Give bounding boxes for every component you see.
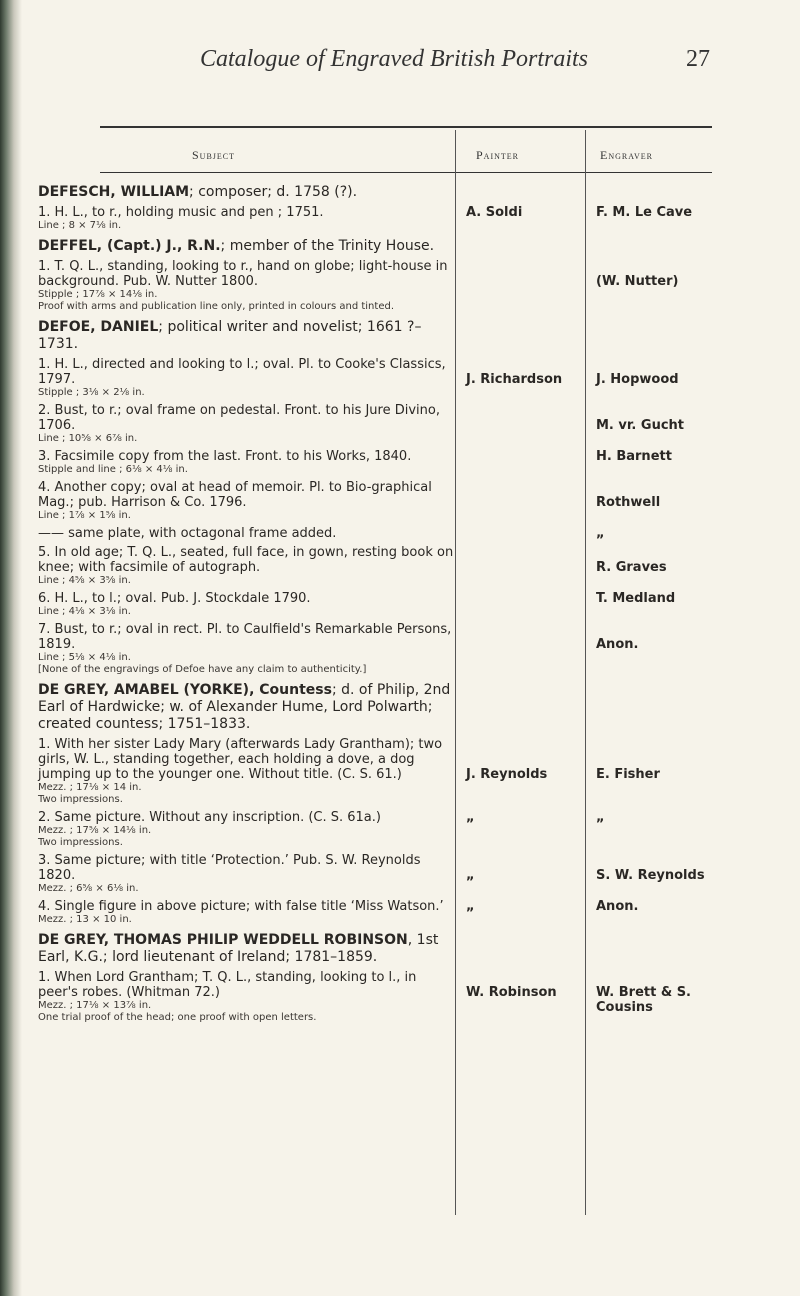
engraver-name: „ (596, 526, 605, 541)
portrait-item (38, 205, 456, 232)
medium-and-size: Line ; 1⅞ × 1⅝ in. (38, 510, 131, 521)
entry-heading (38, 682, 456, 733)
sitter-description: ; political writer and novelist; 1661 ?–1731. (38, 319, 422, 352)
engraver-name: Rothwell (596, 495, 661, 510)
medium-and-size: Stipple ; 3⅛ × 2⅛ in. (38, 387, 145, 398)
portrait-description: 2. Same picture. Without any inscription. (C. S. 61a.) (38, 810, 381, 825)
sitter-name: DEFESCH, WILLIAM (38, 184, 190, 200)
entry-heading (38, 184, 456, 201)
portrait-description: 1. H. L., to r., holding music and pen ; 1751. (38, 205, 324, 220)
medium-and-size: Stipple ; 17⅞ × 14⅛ in. (38, 289, 158, 300)
medium-and-size: Line ; 8 × 7⅛ in. (38, 220, 122, 231)
engraver-name: (W. Nutter) (596, 274, 679, 289)
entry-heading (38, 932, 456, 966)
catalogue-entries (38, 184, 456, 1030)
sitter-description: ; composer; d. 1758 (?). (189, 184, 358, 200)
entry-heading (38, 319, 456, 353)
page-number: 27 (686, 46, 710, 72)
column-header-subject: Subject (192, 148, 236, 162)
sitter-name: DEFFEL, (Capt.) J., R.N. (38, 238, 221, 254)
sitter-description: ; d. of Philip, 2nd Earl of Hardwicke; w. of Alexander Hume, Lord Polwarth; created countess; 1751–1833. (38, 682, 451, 732)
sitter-description: , 1st Earl, K.G.; lord lieutenant of Ireland; 1781–1859. (38, 932, 439, 965)
portrait-item (38, 899, 456, 926)
medium-and-size: Mezz. ; 17⅝ × 14⅛ in. (38, 825, 152, 836)
running-header (100, 38, 710, 78)
sitter-name: DE GREY, THOMAS PHILIP WEDDELL ROBINSON (38, 932, 408, 948)
sitter-name: DEFOE, DANIEL (38, 319, 159, 335)
portrait-item (38, 259, 456, 313)
painter-name: A. Soldi (466, 205, 523, 220)
medium-and-size: Line ; 4⅛ × 3⅛ in. (38, 606, 131, 617)
column-header-painter: Painter (476, 148, 520, 162)
portrait-description: 3. Facsimile copy from the last. Front. to his Works, 1840. (38, 449, 412, 464)
impression-note: [None of the engravings of Defoe have any claim to authenticity.] (38, 664, 367, 675)
portrait-item (38, 449, 456, 476)
engraver-name: E. Fisher (596, 767, 660, 782)
portrait-description: 2. Bust, to r.; oval frame on pedestal. Front. to his Jure Divino, 1706. (38, 403, 440, 433)
medium-and-size: Line ; 10⅝ × 6⅞ in. (38, 433, 138, 444)
column-header-engraver: Engraver (600, 148, 653, 162)
portrait-description: 4. Another copy; oval at head of memoir. Pl. to Bio-graphical Mag.; pub. Harrison & Co. 1796. (38, 480, 432, 510)
portrait-description: 6. H. L., to l.; oval. Pub. J. Stockdale 1790. (38, 591, 311, 606)
impression-note: Two impressions. (38, 837, 123, 848)
catalogue-entry (38, 932, 456, 1024)
medium-and-size: Mezz. ; 17⅛ × 13⅞ in. (38, 1000, 152, 1011)
running-title: Catalogue of Engraved British Portraits (200, 46, 588, 72)
impression-note: Two impressions. (38, 794, 123, 805)
engraver-name: H. Barnett (596, 449, 672, 464)
column-divider-2 (585, 130, 586, 1215)
painter-name: „ (466, 868, 475, 883)
portrait-description: 1. T. Q. L., standing, looking to r., hand on globe; light-house in background. Pub. W. Nutter 1800. (38, 259, 448, 289)
medium-and-size: Mezz. ; 13 × 10 in. (38, 914, 132, 925)
portrait-item (38, 622, 456, 676)
portrait-item (38, 545, 456, 587)
medium-and-size: Stipple and line ; 6⅛ × 4⅛ in. (38, 464, 188, 475)
portrait-item (38, 591, 456, 618)
book-spine-shadow (0, 0, 22, 1296)
portrait-item (38, 403, 456, 445)
portrait-item (38, 970, 456, 1024)
portrait-item (38, 357, 456, 399)
portrait-description: —— same plate, with octagonal frame added. (38, 526, 337, 541)
engraver-name: S. W. Reynolds (596, 868, 705, 883)
engraver-name: Anon. (596, 637, 639, 652)
portrait-description: 7. Bust, to r.; oval in rect. Pl. to Caulfield's Remarkable Persons, 1819. (38, 622, 452, 652)
medium-and-size: Mezz. ; 6⅝ × 6⅛ in. (38, 883, 139, 894)
portrait-description: 1. With her sister Lady Mary (afterwards Lady Grantham); two girls, W. L., standing together, each holding a dove, a dog jumping up to the younger one. Without title. (C. S. 61.) (38, 737, 443, 782)
engraver-name: M. vr. Gucht (596, 418, 684, 433)
portrait-item (38, 480, 456, 522)
painter-name: „ (466, 810, 475, 825)
painter-name: W. Robinson (466, 985, 557, 1000)
medium-and-size: Line ; 4⅝ × 3⅝ in. (38, 575, 131, 586)
engraver-name: R. Graves (596, 560, 667, 575)
catalogue-entry (38, 682, 456, 926)
engraver-name: „ (596, 810, 605, 825)
portrait-description: 1. When Lord Grantham; T. Q. L., standing, looking to l., in peer's robes. (Whitman 72.) (38, 970, 417, 1000)
engraver-name: J. Hopwood (596, 372, 679, 387)
engraver-name: Anon. (596, 899, 639, 914)
impression-note: Proof with arms and publication line only, printed in colours and tinted. (38, 301, 394, 312)
portrait-item (38, 737, 456, 806)
portrait-description: 5. In old age; T. Q. L., seated, full face, in gown, resting book on knee; with facsimile of autograph. (38, 545, 454, 575)
painter-name: J. Reynolds (466, 767, 548, 782)
catalogue-entry (38, 184, 456, 232)
portrait-description: 3. Same picture; with title ‘Protection.’ Pub. S. W. Reynolds 1820. (38, 853, 421, 883)
catalogue-entry (38, 319, 456, 676)
medium-and-size: Mezz. ; 17⅛ × 14 in. (38, 782, 142, 793)
portrait-item (38, 853, 456, 895)
portrait-description: 1. H. L., directed and looking to l.; oval. Pl. to Cooke's Classics, 1797. (38, 357, 446, 387)
medium-and-size: Line ; 5⅛ × 4⅛ in. (38, 652, 131, 663)
impression-note: One trial proof of the head; one proof with open letters. (38, 1012, 317, 1023)
painter-name: J. Richardson (466, 372, 563, 387)
engraver-name: T. Medland (596, 591, 676, 606)
header-rule (100, 172, 712, 173)
entry-heading (38, 238, 456, 255)
portrait-description: 4. Single figure in above picture; with false title ‘Miss Watson.’ (38, 899, 444, 914)
portrait-item (38, 810, 456, 849)
portrait-item (38, 526, 456, 541)
top-rule (100, 126, 712, 128)
sitter-description: ; member of the Trinity House. (220, 238, 435, 254)
catalogue-entry (38, 238, 456, 313)
engraver-name: W. Brett & S. Cousins (596, 985, 691, 1015)
engraver-name: F. M. Le Cave (596, 205, 693, 220)
sitter-name: DE GREY, AMABEL (YORKE), Countess (38, 682, 332, 698)
painter-name: „ (466, 899, 475, 914)
